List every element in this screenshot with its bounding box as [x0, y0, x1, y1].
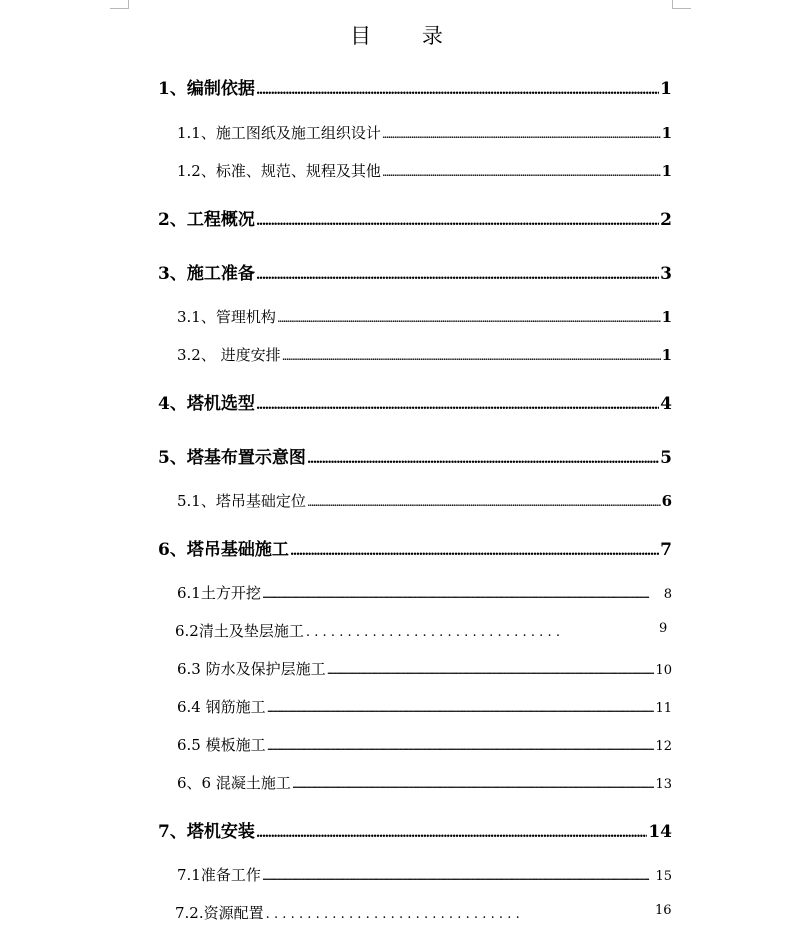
toc-leader-dots: ...............................	[305, 625, 565, 640]
toc-leader-dots	[262, 870, 655, 883]
toc-entry-label: 5.1、塔吊基础定位	[177, 492, 306, 510]
toc-entry-label: 3.1、管理机构	[177, 308, 276, 326]
toc-title: 目 录	[350, 24, 465, 48]
toc-entry-label: 3、施工准备	[158, 264, 255, 284]
toc-entry-page: 4	[660, 394, 672, 414]
toc-entry-page: 8	[663, 587, 672, 602]
toc-leader-dots	[290, 544, 659, 559]
toc-leader-dots	[256, 826, 647, 841]
toc-leader-dots	[267, 740, 655, 753]
toc-entry-page: 1	[661, 124, 672, 142]
toc-entry-page: 7	[660, 540, 672, 560]
toc-entry-6-4[interactable]	[177, 696, 672, 717]
toc-entry-6-2[interactable]	[175, 620, 564, 641]
toc-leader-dots	[256, 268, 659, 283]
toc-entry-label: 6.2清土及垫层施工	[175, 622, 304, 640]
toc-leader-dots	[256, 398, 659, 413]
toc-entry-7-2[interactable]	[175, 902, 524, 923]
toc-entry-3[interactable]	[158, 259, 672, 284]
toc-leader-dots	[292, 778, 655, 791]
toc-entry-4[interactable]	[158, 389, 672, 414]
toc-entry-6-5[interactable]	[177, 734, 672, 755]
toc-entry-page-6-2: 9	[659, 621, 668, 636]
toc-entry-5-1[interactable]	[177, 490, 672, 511]
toc-leader-dots	[262, 588, 663, 601]
toc-entry-2[interactable]	[158, 205, 672, 230]
toc-entry-6-6[interactable]	[177, 772, 672, 793]
toc-leader-dots	[327, 664, 655, 677]
toc-entry-3-1[interactable]	[177, 306, 672, 327]
toc-entry-page: 2	[660, 210, 672, 230]
toc-entry-label: 7.1准备工作	[177, 866, 261, 884]
toc-entry-3-2[interactable]	[177, 344, 672, 365]
toc-entry-label: 1、编制依据	[158, 79, 255, 99]
toc-leader-dots: ...............................	[265, 907, 524, 922]
toc-entry-1[interactable]	[158, 74, 672, 99]
page-corner-mark-right	[672, 0, 691, 9]
toc-entry-page: 1	[661, 162, 672, 180]
toc-entry-label: 4、塔机选型	[158, 394, 255, 414]
toc-leader-dots	[267, 702, 655, 715]
toc-entry-page: 15	[655, 869, 672, 884]
toc-entry-5[interactable]	[158, 443, 672, 468]
toc-leader-dots	[282, 349, 661, 363]
toc-entry-6[interactable]	[158, 535, 672, 560]
toc-leader-dots	[256, 83, 659, 98]
toc-entry-page: 3	[660, 264, 672, 284]
toc-entry-label: 3.2、 进度安排	[177, 346, 281, 364]
toc-entry-page: 10	[655, 663, 672, 678]
toc-entry-page: 14	[648, 822, 672, 842]
toc-leader-dots	[277, 311, 661, 325]
toc-entry-7[interactable]	[158, 817, 672, 842]
toc-leader-dots	[307, 495, 661, 509]
toc-entry-6-3[interactable]	[177, 658, 672, 679]
toc-entry-page: 12	[655, 739, 672, 754]
toc-entry-page: 11	[655, 701, 672, 716]
toc-leader-dots	[382, 127, 661, 141]
toc-entry-1-1[interactable]	[177, 122, 672, 143]
toc-entry-label: 7、塔机安装	[158, 822, 255, 842]
toc-entry-label: 5、塔基布置示意图	[158, 448, 306, 468]
toc-entry-label: 6.3 防水及保护层施工	[177, 660, 326, 678]
toc-entry-page: 1	[661, 308, 672, 326]
page-corner-mark-left	[110, 0, 129, 9]
toc-entry-page: 1	[661, 346, 672, 364]
toc-entry-label: 6.1土方开挖	[177, 584, 261, 602]
toc-entry-label: 6、塔吊基础施工	[158, 540, 289, 560]
toc-entry-page: 5	[660, 448, 672, 468]
toc-entry-page: 6	[661, 492, 672, 510]
toc-entry-label: 7.2.资源配置	[175, 904, 264, 922]
toc-entry-label: 1.2、标准、规范、规程及其他	[177, 162, 381, 180]
toc-leader-dots	[307, 452, 659, 467]
toc-entry-page: 13	[655, 777, 672, 792]
toc-entry-6-1[interactable]	[177, 582, 672, 603]
toc-entry-7-1[interactable]	[177, 864, 672, 885]
toc-entry-1-2[interactable]	[177, 160, 672, 181]
toc-entry-label: 1.1、施工图纸及施工组织设计	[177, 124, 381, 142]
toc-entry-page-7-2: 16	[655, 903, 672, 918]
toc-leader-dots	[382, 165, 661, 179]
toc-entry-label: 6.4 钢筋施工	[177, 698, 266, 716]
toc-leader-dots	[256, 214, 659, 229]
toc-entry-label: 2、工程概况	[158, 210, 255, 230]
toc-entry-label: 6、6 混凝土施工	[177, 774, 291, 792]
toc-entry-page: 1	[660, 79, 672, 99]
toc-entry-label: 6.5 模板施工	[177, 736, 266, 754]
